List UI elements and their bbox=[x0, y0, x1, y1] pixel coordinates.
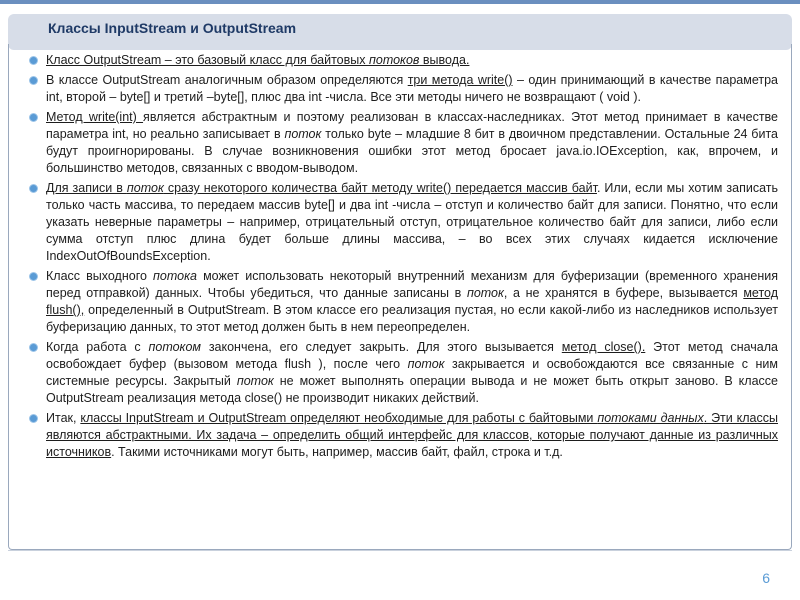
text-run: . Такими источниками могут быть, например, массив байт, файл, строка и т.д. bbox=[111, 445, 563, 459]
text-run: потоком bbox=[148, 340, 201, 354]
text-run: потоков bbox=[368, 53, 420, 67]
text-run: Этот метод сначала освобождает буфер (вызовом метода flush ), после чего bbox=[46, 340, 778, 371]
text-run: потока bbox=[153, 269, 197, 283]
text-run: три метода write() bbox=[407, 73, 513, 87]
slide-title: Классы InputStream и OutputStream bbox=[48, 20, 297, 36]
text-run: Класс OutputStream – это базовый класс для байтовых bbox=[46, 53, 369, 67]
text-run: поток bbox=[284, 127, 322, 141]
paragraph-6 bbox=[30, 339, 778, 407]
text-run: – один принимающий в качестве параметра int, второй – byte[] и третий –byte[], плюс два int -числа. Все эти методы ничего не возвращают ( void ). bbox=[46, 73, 779, 104]
text-run: потоками данных bbox=[597, 411, 704, 425]
text-run: Метод write(int) bbox=[46, 110, 144, 124]
text-run: закончена, его следует закрыть. Для этого вызывается bbox=[200, 340, 562, 354]
text-run: может использовать некоторый внутренний механизм для буферизации (временного хранения перед отправкой) данных. Чтобы убедиться, что данные записаны в bbox=[46, 269, 778, 300]
text-run: поток bbox=[236, 374, 274, 388]
text-run: метод close(). bbox=[561, 340, 646, 354]
text-run: Итак, bbox=[46, 411, 81, 425]
slide-content bbox=[30, 52, 778, 464]
text-run: не может выполнять операции вывода и не может быть открыт заново. В классе OutputStream реализация метода close() не производит никаких действий. bbox=[46, 374, 778, 405]
bullet-icon bbox=[30, 415, 37, 422]
page-number: 6 bbox=[762, 570, 770, 586]
paragraph-7 bbox=[30, 410, 778, 461]
text-run: поток bbox=[466, 286, 504, 300]
bullet-icon bbox=[30, 114, 37, 121]
text-run: классы InputStream и OutputStream определяют необходимые для работы с байтовыми bbox=[80, 411, 598, 425]
text-run: только byte – младшие 8 бит в двоичном представлении. Остальные 24 бита будут проигнорированы. В случае возникновения ошибки этот метод бросает java.io.IOException, как, впрочем, и большинство методов, связанных с вводом-выводом. bbox=[46, 127, 778, 175]
text-run: метод flush(), bbox=[46, 286, 778, 317]
text-run: Класс выходного bbox=[46, 269, 154, 283]
paragraph-5 bbox=[30, 268, 778, 336]
text-run: поток bbox=[126, 181, 164, 195]
text-run: определенный в OutputStream. В этом классе его реализация пустая, но если какой-либо из наследников использует буферизацию данных, то этот метод должен быть в нем переопределен. bbox=[46, 303, 778, 334]
text-run: Для записи в bbox=[46, 181, 127, 195]
bullet-icon bbox=[30, 185, 37, 192]
paragraph-4 bbox=[30, 180, 778, 265]
text-run: В классе OutputStream аналогичным образом определяются bbox=[46, 73, 408, 87]
text-run: . Эти классы являются абстрактными. Их задача – определить общий интерфейс для классов, которые получают данные из различных источников bbox=[46, 411, 778, 459]
bullet-icon bbox=[30, 57, 37, 64]
text-run: сразу некоторого количества байт методу write() передается массив байт bbox=[163, 181, 597, 195]
text-run: является абстрактным и поэтому реализован в классах-наследниках. Этот метод принимает в качестве параметра int, но реально записывает в bbox=[46, 110, 779, 141]
footer-divider bbox=[8, 550, 792, 551]
paragraph-3 bbox=[30, 109, 778, 177]
text-run: . Или, если мы хотим записать только часть массива, то передаем массив byte[] и два int -числа – отступ и количество байт для записи. Понятно, что если указать неверные параметры – например, отрицательный отступ, отрицательное количество байт для записи, либо если сумма отступ плюс длина будет больше длины массива, – во всех этих случаях кидается исключение IndexOutOfBoundsException. bbox=[46, 181, 778, 263]
text-run: поток bbox=[407, 357, 445, 371]
bullet-icon bbox=[30, 77, 37, 84]
top-accent-line bbox=[0, 0, 800, 4]
bullet-icon bbox=[30, 344, 37, 351]
text-run: вывода. bbox=[419, 53, 470, 67]
paragraph-1 bbox=[30, 52, 778, 69]
text-run: , а не хранятся в буфере, вызывается bbox=[503, 286, 744, 300]
bullet-icon bbox=[30, 273, 37, 280]
text-run: закрывается и освобождаются все связанные с ним системные ресурсы. Закрытый bbox=[46, 357, 778, 388]
paragraph-2 bbox=[30, 72, 778, 106]
text-run: Когда работа с bbox=[46, 340, 149, 354]
